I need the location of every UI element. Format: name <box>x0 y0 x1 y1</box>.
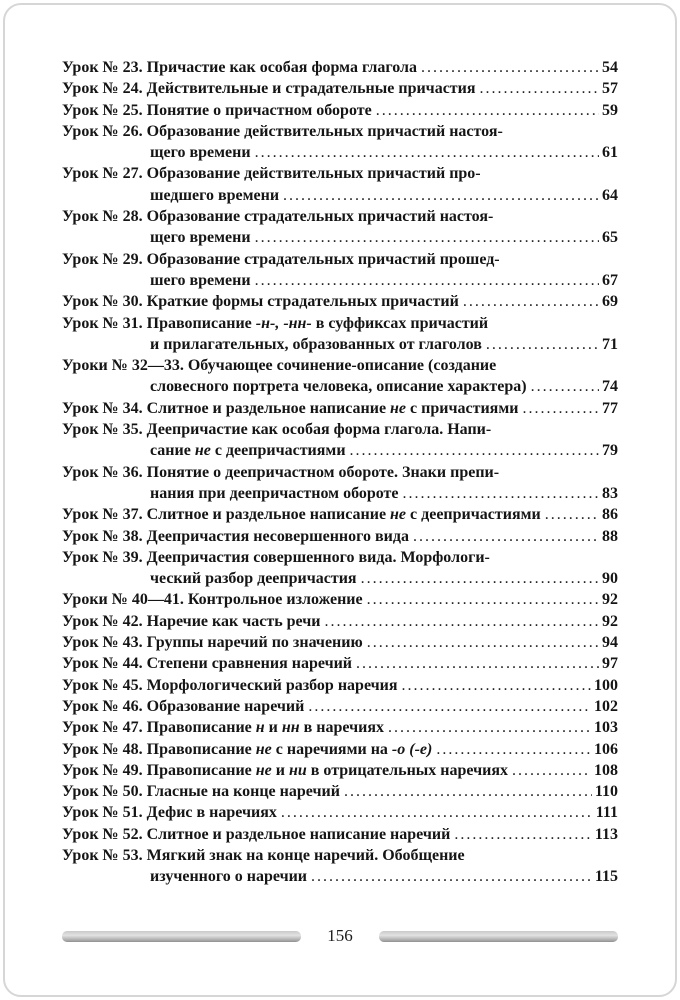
dot-leader <box>367 632 599 653</box>
toc-entry-line <box>62 781 618 802</box>
entry-page-number: 97 <box>602 655 618 673</box>
footer-bar-right <box>379 931 618 942</box>
toc-entry <box>62 206 618 249</box>
toc-entry-line <box>62 483 618 504</box>
dot-leader <box>356 653 599 674</box>
entry-text: Урок № 52. Слитное и раздельное написание наречий <box>62 825 451 843</box>
entry-page-number: 67 <box>602 271 618 289</box>
toc-entry-line <box>62 547 618 568</box>
toc-entry-line <box>62 504 618 525</box>
toc-entry <box>62 100 618 121</box>
toc-entry <box>62 717 618 738</box>
entry-text: Урок № 42. Наречие как часть речи <box>62 612 321 630</box>
entry-text: шего времени <box>150 271 251 289</box>
dot-leader <box>344 781 592 802</box>
entry-text: шедшего времени <box>150 186 280 204</box>
entry-text: нания при деепричастном обороте <box>150 484 399 502</box>
toc-list <box>62 57 618 888</box>
entry-text: Урок № 47. Правописание н и нн в наречиях <box>62 719 385 737</box>
entry-text: Урок № 44. Степени сравнения наречий <box>62 655 353 673</box>
toc-entry-line <box>62 227 618 248</box>
entry-text: Урок № 26. Образование действительных причастий настоя- <box>62 122 503 140</box>
toc-entry-line <box>62 185 618 206</box>
entry-page-number: 108 <box>594 761 618 779</box>
entry-text: щего времени <box>150 229 251 247</box>
entry-page-number: 65 <box>602 229 618 247</box>
entry-text: Урок № 28. Образование страдательных причастий настоя- <box>62 208 494 226</box>
toc-entry-line <box>62 866 618 887</box>
entry-text: Урок № 23. Причастие как особая форма глагола <box>62 59 418 76</box>
dot-leader <box>413 526 599 547</box>
dot-leader <box>512 760 591 781</box>
entry-page-number: 94 <box>602 634 618 652</box>
toc-entry-line <box>62 845 618 866</box>
dot-leader <box>486 334 599 355</box>
toc-entry <box>62 78 618 99</box>
entry-page-number: 102 <box>594 697 618 715</box>
toc-entry-line <box>62 419 618 440</box>
dot-leader <box>281 802 593 823</box>
entry-page-number: 103 <box>594 719 618 737</box>
toc-entry <box>62 802 618 823</box>
entry-text: Урок № 51. Дефис в наречиях <box>62 804 277 822</box>
toc-entry-line <box>62 121 618 142</box>
entry-page-number: 86 <box>602 506 618 524</box>
dot-leader <box>283 185 599 206</box>
entry-text: Урок № 46. Образование наречий <box>62 697 305 715</box>
dot-leader <box>308 696 591 717</box>
dot-leader <box>255 270 599 291</box>
entry-text: Урок № 39. Деепричастия совершенного вида. Морфологи- <box>62 548 490 566</box>
entry-page-number: 92 <box>602 591 618 609</box>
dot-leader <box>367 589 599 610</box>
entry-text: Уроки № 32—33. Обучающее сочинение-описание (создание <box>62 357 497 375</box>
toc-entry <box>62 398 618 419</box>
toc-entry-line <box>62 206 618 227</box>
toc-entry-line <box>62 760 618 781</box>
footer-page-number: 156 <box>327 926 353 945</box>
toc-entry-line <box>62 376 618 397</box>
toc-entry-line <box>62 653 618 674</box>
dot-leader <box>311 866 592 887</box>
toc-entry-line <box>62 589 618 610</box>
entry-text: Урок № 35. Деепричастие как особая форма глагола. Напи- <box>62 421 492 439</box>
entry-page-number: 71 <box>602 335 618 353</box>
toc-entry <box>62 739 618 760</box>
entry-page-number: 59 <box>602 101 618 119</box>
entry-text: Урок № 24. Действительные и страдательные причастия <box>62 80 476 98</box>
entry-page-number: 74 <box>602 378 618 396</box>
entry-page-number: 83 <box>602 484 618 502</box>
dot-leader <box>454 824 592 845</box>
page-footer <box>62 925 618 947</box>
entry-page-number: 106 <box>594 740 618 758</box>
toc-entry-line <box>62 57 618 78</box>
toc-entry-line <box>62 313 618 334</box>
entry-text: Урок № 38. Деепричастия несовершенного вида <box>62 527 409 545</box>
dot-leader <box>350 440 599 461</box>
entry-page-number: 111 <box>595 804 618 822</box>
entry-page-number: 88 <box>602 527 618 545</box>
toc-entry <box>62 249 618 292</box>
toc-entry <box>62 547 618 590</box>
entry-text: ческий разбор деепричастия <box>150 570 357 588</box>
entry-page-number: 100 <box>594 676 618 694</box>
entry-page-number: 57 <box>602 80 618 98</box>
toc-entry-line <box>62 611 618 632</box>
entry-page-number: 64 <box>602 186 618 204</box>
dot-leader <box>402 675 591 696</box>
toc-entry-line <box>62 568 618 589</box>
toc-entry-line <box>62 270 618 291</box>
entry-text: Урок № 45. Морфологический разбор наречия <box>62 676 398 694</box>
entry-text: Урок № 29. Образование страдательных причастий прошед- <box>62 250 500 268</box>
toc-entry-line <box>62 824 618 845</box>
entry-page-number: 61 <box>602 144 618 162</box>
toc-entry-line <box>62 334 618 355</box>
toc-entry <box>62 462 618 505</box>
toc-entry-line <box>62 440 618 461</box>
dot-leader <box>436 739 591 760</box>
entry-page-number: 77 <box>602 399 618 417</box>
dot-leader <box>463 291 599 312</box>
toc-entry <box>62 845 618 888</box>
toc-entry <box>62 355 618 398</box>
entry-text: Урок № 53. Мягкий знак на конце наречий. Обобщение <box>62 846 465 864</box>
toc-entry-line <box>62 696 618 717</box>
toc-entry <box>62 504 618 525</box>
entry-page-number: 69 <box>602 293 618 311</box>
toc-entry-line <box>62 632 618 653</box>
toc-entry-line <box>62 142 618 163</box>
entry-page-number: 79 <box>602 442 618 460</box>
entry-text: Урок № 49. Правописание не и ни в отрицательных наречиях <box>62 761 508 779</box>
entry-text: Урок № 48. Правописание не с наречиями на -о (-е) <box>62 740 433 758</box>
entry-text: Урок № 50. Гласные на конце наречий <box>62 783 340 801</box>
toc-entry-line <box>62 462 618 483</box>
dot-leader <box>531 376 599 397</box>
toc-entry-line <box>62 398 618 419</box>
toc-entry <box>62 589 618 610</box>
toc-entry <box>62 696 618 717</box>
entry-text: Урок № 34. Слитное и раздельное написание не с причастиями <box>62 399 519 417</box>
entry-text: Урок № 36. Понятие о деепричастном обороте. Знаки препи- <box>62 463 500 481</box>
dot-leader <box>545 504 599 525</box>
entry-page-number: 115 <box>594 868 618 886</box>
toc-entry <box>62 760 618 781</box>
dot-leader <box>255 142 599 163</box>
table-of-contents <box>62 57 618 888</box>
entry-text: словесного портрета человека, описание характера) <box>150 378 527 396</box>
dot-leader <box>325 611 600 632</box>
toc-entry <box>62 291 618 312</box>
entry-text: Урок № 30. Краткие формы страдательных причастий <box>62 293 459 311</box>
toc-entry-line <box>62 675 618 696</box>
toc-entry <box>62 632 618 653</box>
toc-entry-line <box>62 78 618 99</box>
toc-entry <box>62 419 618 462</box>
toc-entry-line <box>62 163 618 184</box>
entry-page-number: 92 <box>602 612 618 630</box>
entry-text: щего времени <box>150 144 251 162</box>
entry-text: Урок № 25. Понятие о причастном обороте <box>62 101 372 119</box>
entry-page-number: 54 <box>602 59 618 76</box>
toc-entry-line <box>62 739 618 760</box>
document-page <box>3 3 677 997</box>
entry-text: и прилагательных, образованных от глаголов <box>150 335 482 353</box>
dot-leader <box>388 717 591 738</box>
toc-entry <box>62 781 618 802</box>
entry-text: Урок № 43. Группы наречий по значению <box>62 634 363 652</box>
footer-bar-left <box>62 931 301 942</box>
dot-leader <box>376 100 599 121</box>
dot-leader <box>361 568 599 589</box>
toc-entry <box>62 57 618 78</box>
entry-text: Уроки № 40—41. Контрольное изложение <box>62 591 363 609</box>
dot-leader <box>522 398 599 419</box>
toc-entry-line <box>62 291 618 312</box>
toc-entry <box>62 121 618 164</box>
entry-text: Урок № 27. Образование действительных причастий про- <box>62 165 481 183</box>
dot-leader <box>480 78 599 99</box>
toc-entry <box>62 611 618 632</box>
toc-entry-line <box>62 802 618 823</box>
dot-leader <box>421 57 599 78</box>
toc-entry <box>62 653 618 674</box>
entry-page-number: 90 <box>602 570 618 588</box>
toc-entry-line <box>62 249 618 270</box>
entry-text: Урок № 37. Слитное и раздельное написание не с деепричастиями <box>62 506 541 524</box>
dot-leader <box>403 483 599 504</box>
entry-page-number: 110 <box>594 783 618 801</box>
entry-text: сание не с деепричастиями <box>150 442 346 460</box>
entry-text: изученного о наречии <box>150 868 308 886</box>
toc-entry <box>62 675 618 696</box>
toc-entry-line <box>62 526 618 547</box>
toc-entry-line <box>62 100 618 121</box>
dot-leader <box>255 227 599 248</box>
toc-entry <box>62 526 618 547</box>
entry-text: Урок № 31. Правописание -н-, -нн- в суффиксах причастий <box>62 314 489 332</box>
entry-page-number: 113 <box>594 825 618 843</box>
toc-entry <box>62 824 618 845</box>
toc-entry <box>62 313 618 356</box>
toc-entry-line <box>62 355 618 376</box>
toc-entry <box>62 163 618 206</box>
toc-entry-line <box>62 717 618 738</box>
